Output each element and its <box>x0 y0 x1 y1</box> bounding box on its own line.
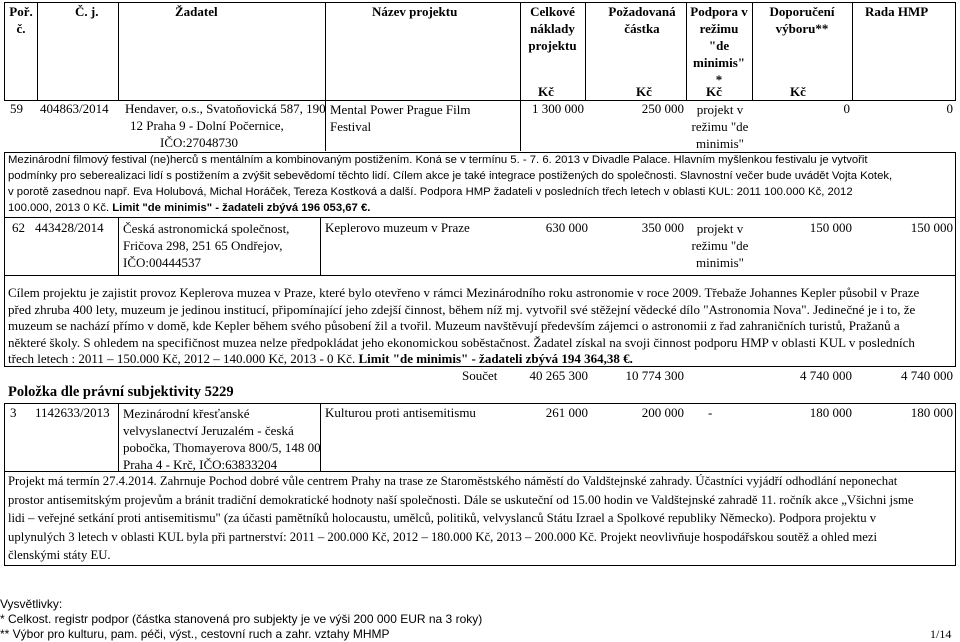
row62-desc-right-edge <box>955 275 956 366</box>
total-requested: 10 774 300 <box>625 368 684 383</box>
row59-project: Mental Power Prague Film Festival <box>330 102 471 134</box>
row59-council: 0 <box>946 101 953 116</box>
row59-description: Mezinárodní filmový festival (ne)herců s mentálním a kombinovaným postižením. Koná se v termínu 5. - 7. 6. 2013 v Divadle Palace. Hlavním myšlenkou festivalu je vytvořit podmínky pro seberealizaci lidí s postižením a zvýšit sebevědomí těchto lidí. Cílem akce je také integrace postižených do společnosti. Slavnostní večer bude uvádět Vojta Kotek, v porotě zasednou např. Eva Holubová, Michal Horáček, Tereza Kostková a další. Podpora HMP žadateli v posledních třech letech v oblasti KUL: 2011 100.000 Kč, 2012 100.000, 2013 0 Kč. Limit "de minimis" - žadateli zbývá 196 053,67 €. <box>8 154 893 214</box>
header-right-edge <box>955 2 956 100</box>
row62-desc-top-line <box>4 275 956 276</box>
row3-recommend: 180 000 <box>809 405 852 420</box>
header-por: Poř. č. <box>9 4 33 36</box>
header-celkove: Celkové náklady projektu <box>528 4 577 53</box>
header-pozadovana: Požadovaná částka <box>608 4 676 36</box>
row62-requested: 350 000 <box>641 220 684 235</box>
header-divider-cj <box>118 2 119 100</box>
row62-costs: 630 000 <box>545 220 588 235</box>
row59-desc-left-edge <box>4 152 5 218</box>
row3-council: 180 000 <box>910 405 953 420</box>
header-kc-pozadovana: Kč <box>636 84 652 99</box>
header-divider-doporuceni <box>852 2 853 100</box>
total-council: 4 740 000 <box>901 368 953 383</box>
page-number: 1/14 <box>930 627 952 641</box>
header-kc-doporuceni: Kč <box>790 84 806 99</box>
row62-right-edge <box>955 217 956 275</box>
row59-applicant: Hendaver, o.s., Svatoňovická 587, 190 <box>125 101 326 116</box>
row62-applicant: Česká astronomická společnost, Fričova 298, 251 65 Ondřejov, IČO:00444537 <box>123 221 290 270</box>
row59-requested: 250 000 <box>641 101 684 116</box>
row62-description: Cílem projektu je zajistit provoz Keplerova muzea v Praze, které bylo otevřeno v rámci Mezinárodního roku astronomie v roce 2009. Třebaže Johannes Kepler působil v Praze před zhruba 400 lety, muzeum je jedinou institucí, připomínající jeho zdejší činnost, během níž mj. vytvořil své stěžejní vědecké dílo "Astronomia Nova". Jedinečné je i to, že muzeum se nachází přímo v domě, kde Kepler během svého působení žil a tvořil. Muzeum navštěvují především zájemci o astronomii z řad zahraničních turistů, Pražanů a některé školy. S ohledem na specifičnost muzea nelze předpokládat jeho ekonomickou soběstačnost. Žadatel získal na svoji činnost podporu HMP v oblasti KUL v posledních třech letech : 2011 – 150.000 Kč, 2012 – 140.000 Kč, 2013 - 0 Kč. Limit "de minimis" - žadateli zbývá 194 364,38 €. <box>8 285 920 366</box>
row62-regime: projekt v režimu "de minimis" <box>691 221 749 270</box>
total-recommend: 4 740 000 <box>800 368 852 383</box>
row62-council: 150 000 <box>910 220 953 235</box>
row3-top-line <box>4 403 956 404</box>
row3-desc-left-edge <box>4 471 5 565</box>
row3-right-edge <box>955 403 956 471</box>
section-title: Položka dle právní subjektivity 5229 <box>8 384 234 400</box>
row3-divider-applicant <box>118 403 119 471</box>
row3-number: 3 <box>10 405 17 420</box>
row62-cj: 443428/2014 <box>35 220 104 235</box>
row59-applicant-line2: 12 Praha 9 - Dolní Počernice, <box>130 118 284 133</box>
total-label: Součet <box>462 368 498 383</box>
row59-costs: 1 300 000 <box>532 101 584 116</box>
header-zadatel: Žadatel <box>175 4 218 19</box>
header-podpora: Podpora v režimu "de minimis" * <box>690 4 748 87</box>
header-kc-podpora: Kč <box>706 84 722 99</box>
row3-cj: 1142633/2013 <box>35 405 110 420</box>
row3-applicant: Mezinárodní křesťanské velvyslanectví Jeruzalém - česká pobočka, Thomayerova 800/5, 148 00 Praha 4 - Krč, IČO:63833204 <box>123 406 321 472</box>
row59-applicant-line3: IČO:27048730 <box>160 135 238 150</box>
row62-left-edge <box>4 217 5 275</box>
row59-limit: Limit "de minimis" - žadateli zbývá 196 053,67 €. <box>112 202 371 214</box>
row59-recommend: 0 <box>843 101 850 116</box>
row3-left-edge <box>4 403 5 471</box>
header-kc-celkove: Kč <box>538 84 554 99</box>
row3-description: Projekt má termín 27.4.2014. Zahrnuje Pochod dobré vůle centrem Prahy na trase ze Staroměstského náměstí do Valdštejnské zahrady. Účastníci vyjádří odhodlání neponechat prostor antisemitským projevům a bránit tradiční demokratické hodnoty naší společnosti. Dále se uskuteční od 15.00 hodin ve Valdštejnské zahradě 11. ročník akce „Všichni jsme lidi – veřejné setkání proti antisemitismu" (za účasti pamětníků holocaustu, umělců, politiků, velvyslanců Státu Izrael a Spolkové republiky Německo). Podpora projektu v uplynulých 3 letech v oblasti KUL byla při partnerství: 2011 – 200.000 Kč, 2012 – 180.000 Kč, 2013 – 200.000 Kč. Projekt neovlivňuje hospodářskou soutěž a ohled mezi členskými státy EU. <box>8 474 914 562</box>
row62-limit: Limit "de minimis" - žadateli zbývá 194 364,38 €. <box>358 351 633 366</box>
total-costs: 40 265 300 <box>529 368 588 383</box>
row62-number: 62 <box>12 220 25 235</box>
notes-line-1: * Celkost. registr podpor (částka stanovená pro subjekty je ve výši 200 000 EUR na 3 roky) <box>0 612 483 626</box>
row59-desc-bottom-line <box>4 217 956 218</box>
row3-desc-right-edge <box>955 471 956 565</box>
row59-desc-right-edge <box>955 152 956 218</box>
header-doporuceni: Doporučení výboru** <box>769 4 835 36</box>
notes-line-2: ** Výbor pro kulturu, pam. péči, výst., cestovní ruch a zahr. vztahy MHMP <box>0 627 390 641</box>
row62-divider-applicant <box>118 217 119 275</box>
row59-cj: 404863/2014 <box>40 101 109 116</box>
header-nazev: Název projektu <box>372 4 458 19</box>
notes-title: Vysvětlivky: <box>0 597 63 611</box>
row3-desc-bottom-line <box>4 565 956 566</box>
row62-desc-left-edge <box>4 275 5 366</box>
row62-recommend: 150 000 <box>809 220 852 235</box>
row62-project: Keplerovo muzeum v Praze <box>325 220 470 235</box>
header-rada: Rada HMP <box>865 4 929 19</box>
row3-project: Kulturou proti antisemitismu <box>325 405 476 420</box>
header-cj: Č. j. <box>75 4 99 19</box>
row59-number: 59 <box>10 101 23 116</box>
row59-regime: projekt v režimu "de minimis" <box>691 102 749 151</box>
header-divider-zadatel <box>325 2 326 100</box>
row3-regime: - <box>708 405 713 420</box>
row62-divider-project <box>320 217 321 275</box>
row3-requested: 200 000 <box>641 405 684 420</box>
row3-costs: 261 000 <box>545 405 588 420</box>
